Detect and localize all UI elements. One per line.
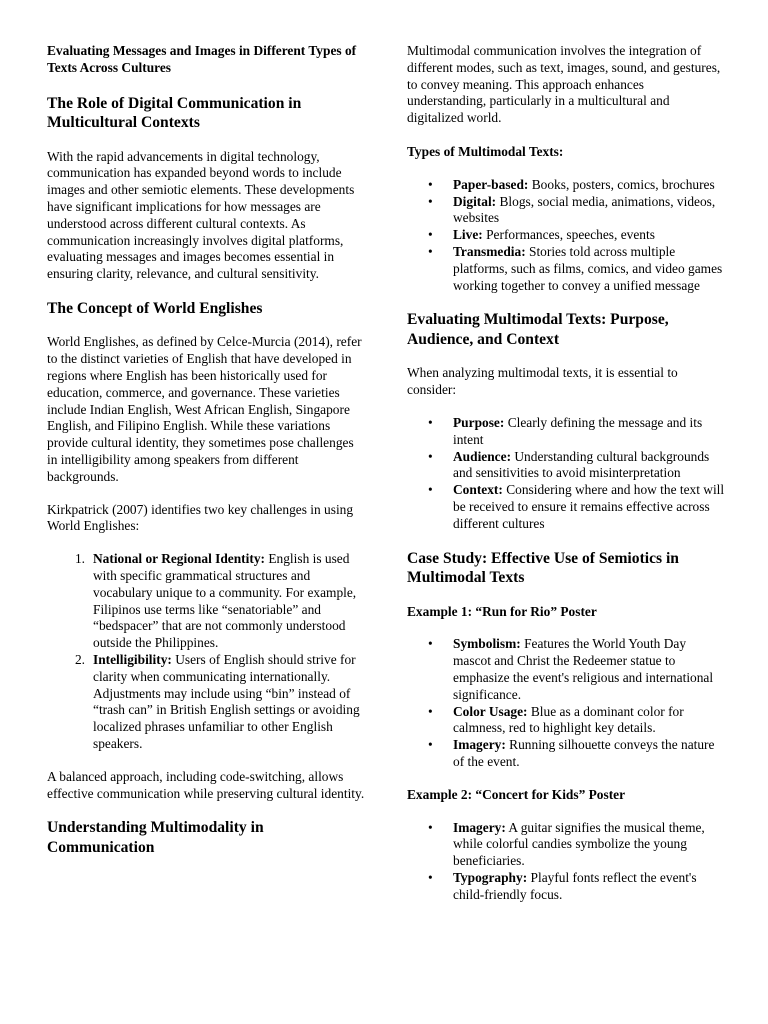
paragraph-kirkpatrick: Kirkpatrick (2007) identifies two key challenges in using World Englishes: (47, 501, 354, 534)
paragraph-world-englishes: World Englishes, as defined by Celce-Murcia (2014), refer to the distinct varieties of English that have developed in regions where English has been historically used for education, commerce, and governance. These varieties include Indian English, West African English, Singapore English, and Filipino English. While these variations provide cultural identity, they sometimes pose challenges in intelligibility among speakers from different backgrounds. (47, 334, 362, 484)
list-text: Clearly defining the message and its intent (453, 414, 703, 447)
heading-example-1: Example 1: “Run for Rio” Poster (407, 603, 597, 619)
list-item (407, 415, 725, 449)
evaluation-list (407, 415, 725, 533)
bullet-icon: • (428, 703, 433, 719)
list-term: Imagery: (453, 819, 506, 835)
list-number: 1. (74, 551, 85, 567)
bullet-icon: • (428, 482, 433, 498)
list-term: Digital: (453, 193, 497, 209)
list-text: Users of English should strive for clarity when communicating internationally. Adjustments may include using “bin” instead of “trash can” in British English settings or avoiding localized phrases unfamiliar to other English speakers. (93, 652, 360, 751)
heading-understanding-multimodality: Understanding Multimodality in Communication (47, 819, 264, 856)
bullet-icon: • (428, 243, 433, 259)
list-item (407, 194, 725, 228)
example-2-list (407, 820, 725, 904)
list-term: Purpose: (453, 414, 505, 430)
list-item (47, 551, 365, 652)
bullet-icon: • (428, 176, 433, 192)
list-text: Playful fonts reflect the event's child-friendly focus. (453, 869, 697, 902)
list-item (407, 482, 725, 532)
bullet-icon: • (428, 819, 433, 835)
bullet-icon: • (428, 448, 433, 464)
list-term: Intelligibility: (93, 652, 172, 668)
heading-example-2: Example 2: “Concert for Kids” Poster (407, 786, 626, 802)
list-item (407, 737, 725, 771)
list-text: Blogs, social media, animations, videos, websites (453, 193, 716, 226)
list-item (407, 704, 725, 738)
list-term: Imagery: (453, 737, 506, 753)
list-text: Stories told across multiple platforms, such as films, comics, and video games working together to convey a unified message (453, 243, 723, 293)
paragraph-evaluating-intro: When analyzing multimodal texts, it is essential to consider: (407, 365, 678, 398)
bullet-icon: • (428, 869, 433, 885)
heading-case-study: Case Study: Effective Use of Semiotics in Multimodal Texts (407, 549, 679, 587)
paragraph-balanced-approach: A balanced approach, including code-switching, allows effective communication while preserving cultural identity. (47, 768, 365, 801)
bullet-icon: • (428, 737, 433, 753)
list-term: Paper-based: (453, 176, 529, 192)
list-term: Color Usage: (453, 703, 528, 719)
list-number: 2. (74, 652, 85, 668)
list-text: Performances, speeches, events (486, 227, 655, 243)
list-item (407, 449, 725, 483)
list-item (407, 870, 725, 904)
list-term: Typography: (453, 869, 528, 885)
example-1-list (407, 636, 725, 770)
bullet-icon: • (428, 193, 433, 209)
bullet-icon: • (428, 636, 433, 652)
types-list (407, 177, 725, 295)
document-title: Evaluating Messages and Images in Different Types of Texts Across Cultures (47, 43, 357, 75)
list-item (407, 636, 725, 703)
list-text: Books, posters, comics, brochures (531, 176, 715, 192)
list-term: Live: (453, 227, 483, 243)
paragraph-role-digital-communication: With the rapid advancements in digital technology, communication has expanded beyond words to include images and other semiotic elements. These developments have significant implications for how messages are understood across different cultural contexts. As communication increasingly involves digital platforms, evaluating messages and images becomes essential in ensuring clarity, relevance, and cultural sensitivity. (47, 148, 355, 282)
bullet-icon: • (428, 227, 433, 243)
list-item (47, 652, 365, 753)
list-term: National or Regional Identity: (93, 551, 265, 567)
list-text: English is used with specific grammatical structures and vocabulary unique to a community. For example, Filipinos use terms like “senatoriable” and “bedspacer” that are not commonly understood outside the Philippines. (93, 551, 357, 651)
list-term: Transmedia: (453, 243, 526, 259)
heading-role-digital-communication: The Role of Digital Communication in Multicultural Contexts (47, 94, 302, 132)
list-term: Audience: (453, 448, 512, 464)
bullet-icon: • (428, 414, 433, 430)
list-term: Context: (453, 482, 503, 498)
list-item (407, 820, 725, 870)
list-text: Features the World Youth Day mascot and Christ the Redeemer statue to emphasize the event's religious and international significance. (453, 636, 714, 702)
paragraph-multimodal-communication: Multimodal communication involves the integration of different modes, such as text, images, sound, and gestures, to convey meaning. This approach enhances understanding, particularly in a multicultural and digitalized world. (407, 43, 721, 126)
list-term: Symbolism: (453, 636, 521, 652)
list-item (407, 244, 725, 294)
list-text: Understanding cultural backgrounds and sensitivities to avoid misinterpretation (453, 448, 710, 481)
list-text: Running silhouette conveys the nature of the event. (453, 737, 715, 769)
list-text: Blue as a dominant color for calmness, red to highlight key details. (453, 703, 684, 736)
heading-evaluating-multimodal-texts: Evaluating Multimodal Texts: Purpose, Audience, and Context (407, 311, 669, 348)
right-column (407, 43, 725, 903)
heading-world-englishes: The Concept of World Englishes (47, 299, 263, 317)
list-text: Considering where and how the text will be received to ensure it remains effective across different cultures (453, 482, 725, 531)
list-text: A guitar signifies the musical theme, while colorful candies symbolize the young beneficiaries. (453, 819, 705, 869)
left-column (47, 43, 365, 857)
heading-types-multimodal-texts: Types of Multimodal Texts: (407, 143, 564, 159)
challenges-list (47, 551, 365, 753)
list-item (407, 177, 725, 194)
list-item (407, 227, 725, 244)
